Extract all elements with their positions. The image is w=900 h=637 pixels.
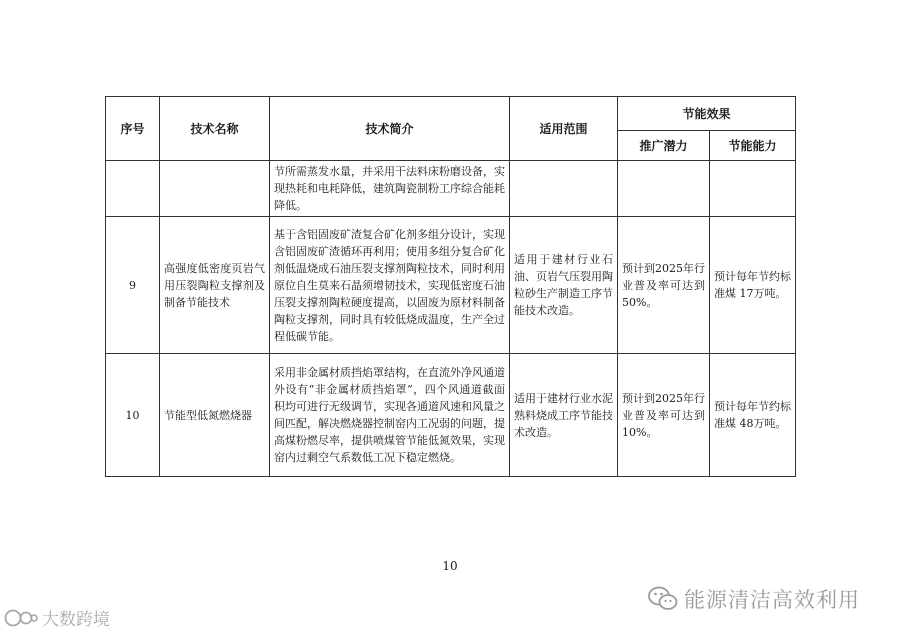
brand-logo-icon xyxy=(4,606,38,630)
table-row xyxy=(106,217,796,354)
header-name: 技术名称 xyxy=(160,97,270,161)
header-intro: 技术简介 xyxy=(270,97,510,161)
application-scope: 适用于建材行业石油、页岩气压裂用陶粒砂生产制造工序节能技术改造。 xyxy=(514,253,613,317)
header-no: 序号 xyxy=(106,97,160,161)
energy-saving-capacity: 预计每年节约标准煤 17万吨。 xyxy=(714,270,792,300)
promotion-potential: 预计到2025年行业普及率可达到50%。 xyxy=(622,261,705,309)
table-row-continuation xyxy=(106,161,796,217)
table-row xyxy=(106,354,796,477)
continuation-intro: 节所需蒸发水量，并采用干法料床粉磨设备，实现热耗和电耗降低，建筑陶瓷制粉工序综合能耗降低。 xyxy=(274,165,505,212)
wechat-icon xyxy=(648,586,678,612)
account-watermark xyxy=(648,584,860,614)
header-scope: 适用范围 xyxy=(510,97,618,161)
header-row-top xyxy=(106,97,796,131)
header-potential: 推广潜力 xyxy=(618,131,710,161)
brand-name: 大数跨境 xyxy=(42,610,110,630)
technology-intro: 基于含铝固废矿渣复合矿化剂多组分设计，实现含铝固废矿渣循环再利用；使用多组分复合矿化剂低温烧成石油压裂支撑剂陶粒技术，同时利用原位自生莫来石晶须增韧技术，实现低密度石油压裂支撑剂陶粒硬度提高，以固废为原材料制备陶粒支撑剂，同时具有较低烧成温度，生产全过程低碳节能。 xyxy=(274,227,505,343)
promotion-potential: 预计到2025年行业普及率可达到10%。 xyxy=(622,391,705,439)
technology-table xyxy=(105,96,796,477)
technology-name: 节能型低氮燃烧器 xyxy=(164,408,252,422)
brand-watermark xyxy=(4,605,110,630)
header-capacity: 节能能力 xyxy=(710,131,796,161)
application-scope: 适用于建材行业水泥熟料烧成工序节能技术改造。 xyxy=(514,391,613,439)
page-number: 10 xyxy=(442,559,458,573)
technology-name: 高强度低密度页岩气用压裂陶粒支撑剂及制备节能技术 xyxy=(164,261,265,309)
account-name: 能源清洁高效利用 xyxy=(684,588,860,612)
technology-intro: 采用非金属材质挡焰罩结构，在直流外净风通道外设有“非金属材质挡焰罩”，四个风通道截面积均可进行无级调节，实现各通道风速和风量之间匹配，解决燃烧器控制窑内工况弱的问题，提高煤粉燃尽率，提供喷煤管节能低氮效果，实现窑内过剩空气系数低工况下稳定燃烧。 xyxy=(274,366,505,464)
row-number: 9 xyxy=(106,217,160,354)
energy-saving-capacity: 预计每年节约标准煤 48万吨。 xyxy=(714,400,792,430)
row-number: 10 xyxy=(106,354,160,477)
header-effect: 节能效果 xyxy=(618,97,796,131)
